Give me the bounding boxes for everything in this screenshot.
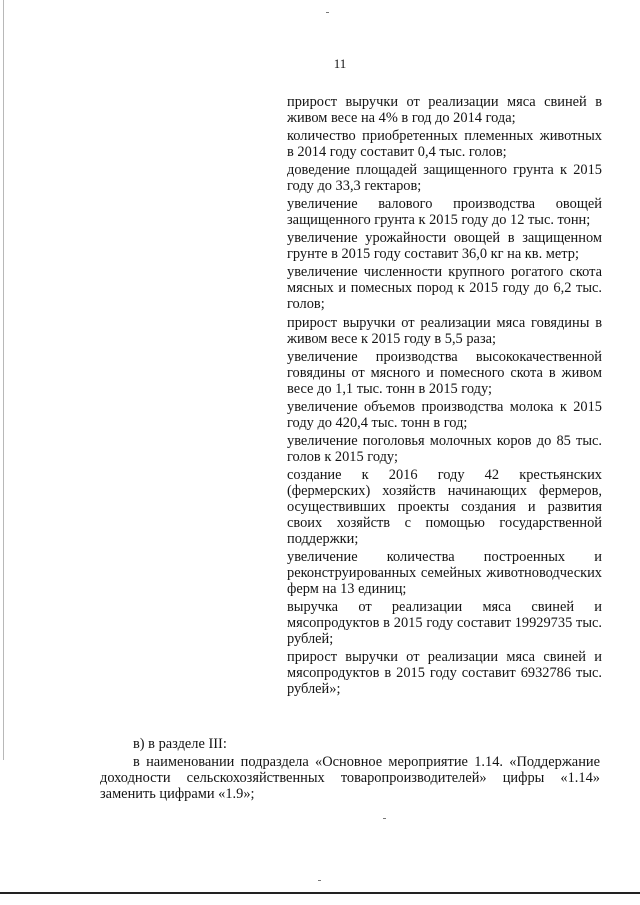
list-item: увеличение поголовья молочных коров до 85 тыс. голов к 2015 году; [287, 432, 602, 465]
list-item: увеличение производства высококачественной говядины от мясного и помесного скота в живом весе до 1,1 тыс. тонн в 2015 году; [287, 348, 602, 397]
scan-speck [383, 818, 386, 819]
list-item: увеличение количества построенных и реконструированных семейных животноводческих ферм на 13 единиц; [287, 549, 602, 598]
scan-edge-line [3, 0, 4, 760]
page-number: 11 [333, 56, 347, 71]
list-item: увеличение урожайности овощей в защищенном грунте в 2015 году составит 36,0 кг на кв. метр; [287, 230, 602, 263]
scan-speck [326, 12, 329, 13]
list-item: прирост выручки от реализации мяса свиней в живом весе на 4% в год до 2014 года; [287, 94, 602, 126]
list-item: прирост выручки от реализации мяса свиней и мясопродуктов в 2015 году составит 6932786 тыс. рублей»; [287, 649, 602, 698]
list-item: увеличение валового производства овощей защищенного грунта к 2015 году до 12 тыс. тонн; [287, 196, 602, 229]
scan-bottom-edge [0, 892, 640, 894]
list-item: доведение площадей защищенного грунта к 2015 году до 33,3 гектаров; [287, 162, 602, 195]
indicator-list [287, 94, 602, 699]
list-item: прирост выручки от реализации мяса говядины в живом весе к 2015 году в 5,5 раза; [287, 314, 602, 347]
amendment-text [100, 736, 600, 802]
list-item: количество приобретенных племенных животных в 2014 году составит 0,4 тыс. голов; [287, 128, 602, 161]
section-heading: в) в разделе III: [133, 736, 227, 752]
list-item: выручка от реализации мяса свиней и мясопродуктов в 2015 году составит 19929735 тыс. рублей; [287, 599, 602, 648]
scan-speck [318, 880, 321, 881]
list-item: увеличение численности крупного рогатого скота мясных и помесных пород к 2015 году до 6,2 тыс. голов; [287, 264, 602, 313]
list-item: создание к 2016 году 42 крестьянских (фермерских) хозяйств начинающих фермеров, осуществивших проекты создания и развития своих хозяйств с помощью государственной поддержки; [287, 466, 602, 547]
amendment-paragraph: в наименовании подраздела «Основное мероприятие 1.14. «Поддержание доходности сельскохозяйственных товаропроизводителей» цифры «1.14» заменить цифрами «1.9»; [100, 754, 600, 802]
list-item: увеличение объемов производства молока к 2015 году до 420,4 тыс. тонн в год; [287, 398, 602, 431]
